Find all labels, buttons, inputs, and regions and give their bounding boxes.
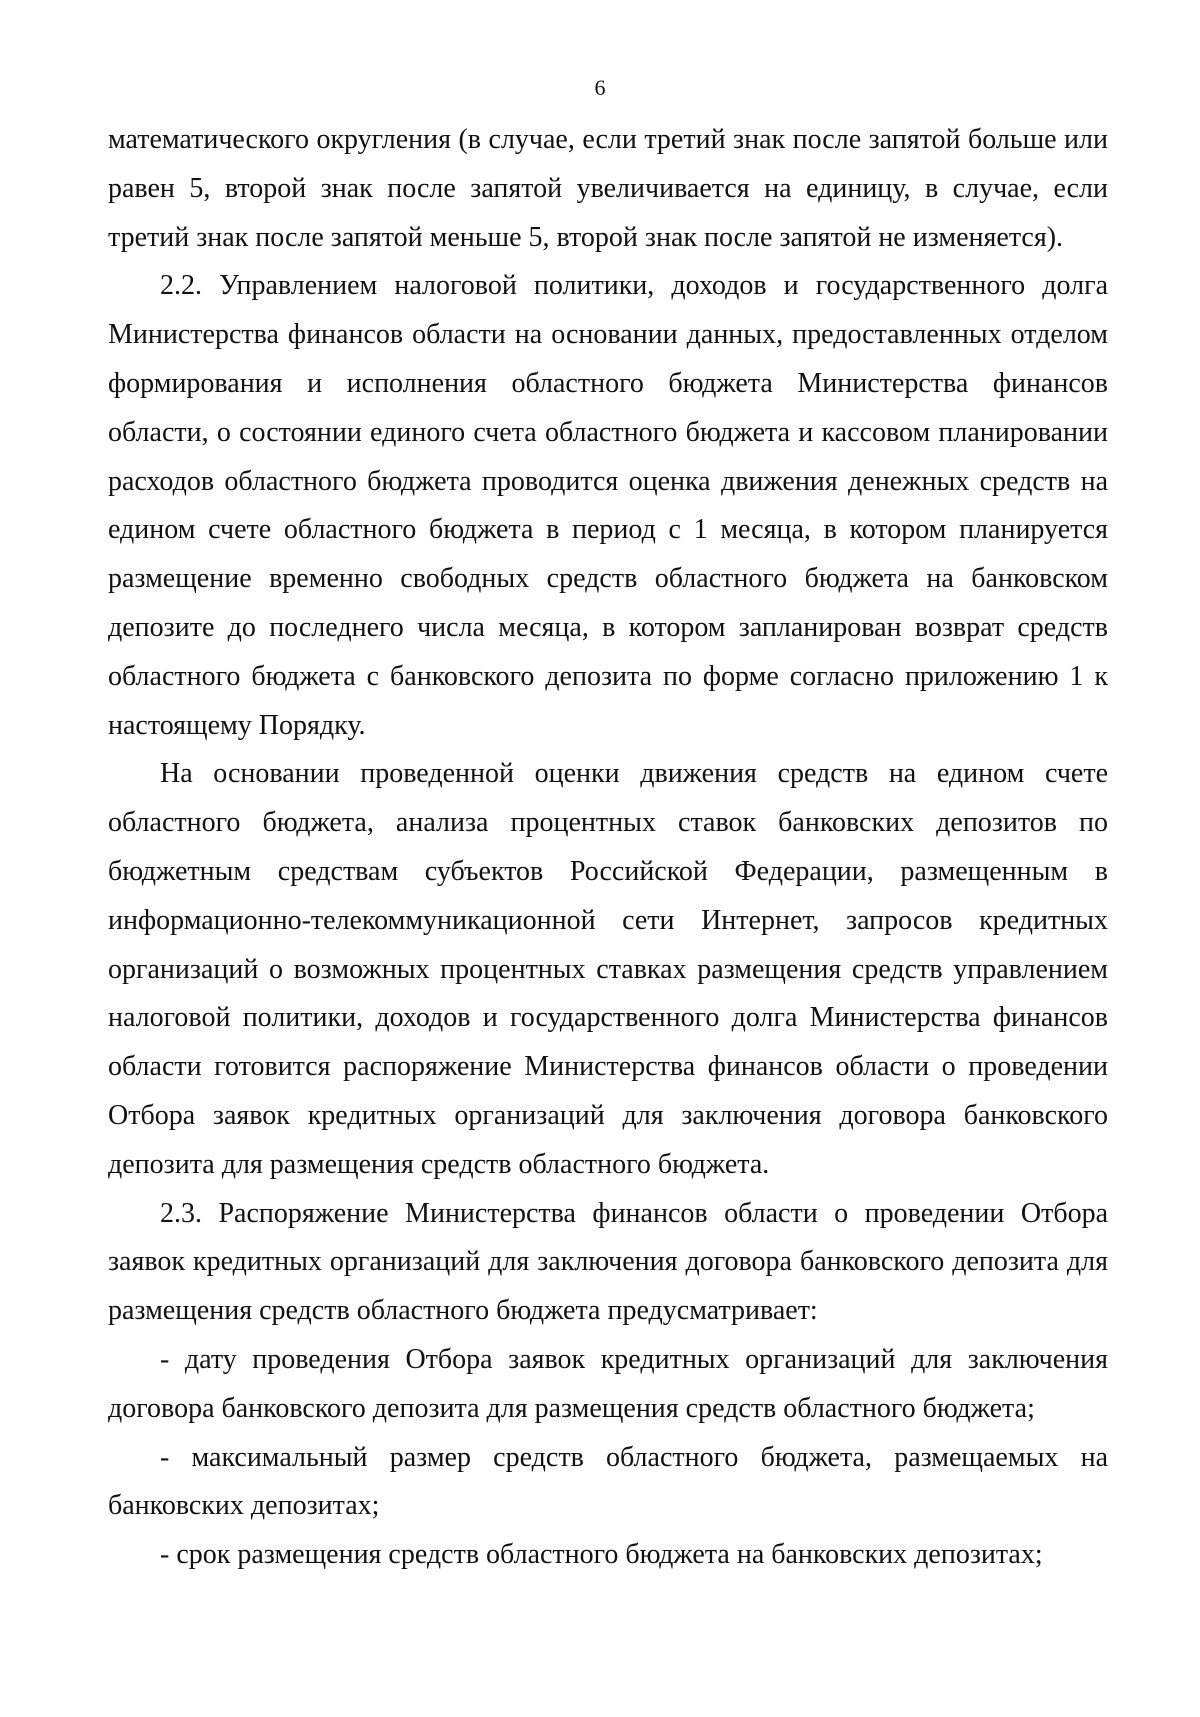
page-number: 6 — [594, 75, 606, 100]
paragraph-1: математического округления (в случае, если третий знак после запятой больше или равен 5, второй знак после запятой увеличивается на единицу, в случае, если третий знак после запятой меньше 5, второй знак после запятой не изменяется). — [108, 124, 1108, 253]
paragraph-2: 2.2. Управлением налоговой политики, доходов и государственного долга Министерства финансов области на основании данных, предоставленных отделом формирования и исполнения областного бюджета Министерства финансов области, о состоянии единого счета областного бюджета и кассовом планировании расходов областного бюджета проводится оценка движения денежных средств на едином счете областного бюджета в период с 1 месяца, в котором планируется размещение временно свободных средств областного бюджета на банковском депозите до последнего числа месяца, в котором запланирован возврат средств областного бюджета с банковского депозита по форме согласно приложению 1 к настоящему Порядку. — [108, 270, 1108, 741]
list-item-date: - дату проведения Отбора заявок кредитных организаций для заключения договора банковского депозита для размещения средств областного бюджета; — [108, 1343, 1108, 1424]
list-item-max-size: - максимальный размер средств областного бюджета, размещаемых на банковских депозитах; — [108, 1441, 1108, 1522]
document-body — [108, 116, 1108, 1580]
paragraph-3: На основании проведенной оценки движения средств на едином счете областного бюджета, анализа процентных ставок банковских депозитов по бюджетным средствам субъектов Российской Федерации, размещенным в информационно-телекоммуникационной сети Интернет, запросов кредитных организаций о возможных процентных ставках размещения средств управлением налоговой политики, доходов и государственного долга Министерства финансов области готовится распоряжение Министерства финансов области о проведении Отбора заявок кредитных организаций для заключения договора банковского депозита для размещения средств областного бюджета. — [108, 758, 1108, 1180]
paragraph-4: 2.3. Распоряжение Министерства финансов области о проведении Отбора заявок кредитных организаций для заключения договора банковского депозита для размещения средств областного бюджета предусматривает: — [108, 1197, 1108, 1327]
list-item-term: - срок размещения средств областного бюджета на банковских депозитах; — [160, 1539, 1043, 1571]
